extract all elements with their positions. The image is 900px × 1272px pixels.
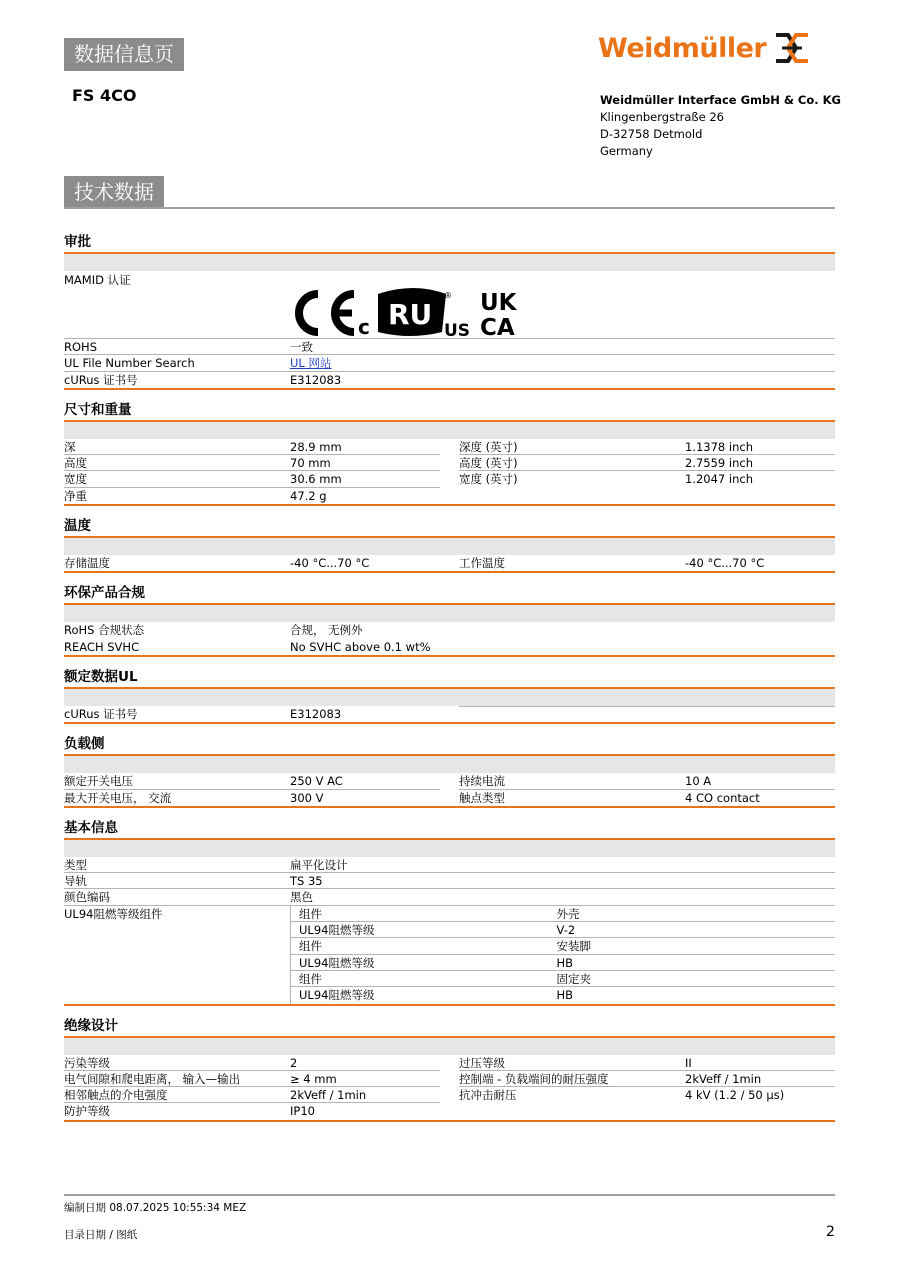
section-title: 基本信息	[64, 819, 118, 836]
row-value: IP10	[290, 1104, 315, 1119]
orange-rule	[64, 1120, 835, 1122]
curus-c-text: c	[358, 315, 370, 338]
orange-rule	[64, 655, 835, 657]
orange-rule	[64, 722, 835, 724]
ul94-row	[291, 955, 835, 971]
row-label: 过压等级	[459, 1055, 685, 1071]
row-value	[685, 488, 835, 504]
row-value: 黑色	[290, 889, 835, 905]
row-value-cell	[290, 355, 835, 371]
product-name: FS 4CO	[72, 86, 137, 105]
section-title: 环保产品合规	[64, 585, 145, 602]
grey-band	[64, 1038, 835, 1055]
grey-band	[64, 254, 835, 271]
ul94-row	[291, 971, 835, 987]
empty-cell	[685, 706, 835, 722]
row-label: 导轨	[64, 873, 290, 889]
ul94-value: V-2	[556, 923, 576, 938]
ul94-value: 安装脚	[556, 939, 592, 954]
section-title: 审批	[64, 234, 91, 250]
row-value: 2.7559 inch	[685, 455, 835, 471]
approval-marks	[290, 271, 534, 338]
grey-band	[64, 538, 835, 555]
insulation-row	[64, 1055, 835, 1071]
datasheet-tag: 数据信息页	[64, 38, 184, 71]
mamid-label: MAMID 认证	[64, 273, 131, 287]
row-value: 4 CO contact	[685, 790, 760, 805]
approval-row-curus	[64, 372, 835, 388]
row-value: 2kVeff / 1min	[290, 1087, 440, 1103]
logo-text: Weidmüller	[598, 32, 767, 64]
environment-row	[64, 639, 835, 655]
grey-band	[64, 840, 835, 857]
curus-registered-text: ®	[444, 291, 452, 300]
footer-catalog-date: 目录日期 / 图纸	[64, 1229, 138, 1241]
rated-ul-row	[64, 706, 835, 722]
dimension-row	[64, 439, 835, 455]
row-value: 10 A	[685, 773, 835, 789]
environment-row	[64, 622, 835, 638]
row-value: ≥ 4 mm	[290, 1071, 440, 1087]
ul94-key: 组件	[299, 939, 322, 954]
row-label: 额定开关电压	[64, 773, 290, 789]
row-label: 宽度 (英寸)	[459, 472, 518, 487]
empty-cell	[459, 706, 685, 722]
ul94-row	[291, 987, 835, 1003]
ul94-label: UL94阻燃等级组件	[64, 906, 163, 921]
row-label: UL File Number Search	[64, 355, 290, 371]
ul94-value: 外壳	[556, 906, 580, 921]
page-number: 2	[826, 1224, 835, 1240]
ul-website-link[interactable]: UL 网站	[290, 356, 332, 371]
row-label: 类型	[64, 857, 290, 873]
row-value: E312083	[290, 706, 342, 721]
row-value: 47.2 g	[290, 488, 327, 503]
section-dimensions	[64, 400, 835, 506]
orange-rule	[64, 571, 835, 573]
ukca-mark-icon	[478, 288, 534, 338]
ul94-table	[290, 906, 835, 1004]
section-insulation	[64, 1016, 835, 1122]
row-label: REACH SVHC	[64, 639, 140, 654]
row-label: 持续电流	[459, 773, 685, 789]
ul94-row	[291, 922, 835, 938]
row-value: E312083	[290, 372, 342, 387]
orange-rule	[64, 504, 835, 506]
footer-created-date: 编制日期 08.07.2025 10:55:34 MEZ	[64, 1202, 247, 1214]
orange-rule	[64, 388, 835, 390]
row-label	[459, 1103, 685, 1119]
company-address	[600, 92, 841, 160]
row-value: 70 mm	[290, 455, 440, 471]
gap	[440, 488, 459, 504]
technical-data-title: 技术数据	[64, 176, 164, 209]
section-title: 尺寸和重量	[64, 401, 132, 418]
section-load-side	[64, 734, 835, 808]
row-value: 1.2047 inch	[685, 472, 753, 487]
gap	[440, 706, 459, 722]
dimension-row	[64, 455, 835, 471]
load-row	[64, 773, 835, 789]
row-value: 300 V	[290, 790, 324, 805]
gap	[440, 1103, 459, 1119]
gap	[440, 471, 459, 487]
insulation-row	[64, 1103, 835, 1119]
row-label: 深	[64, 439, 290, 455]
ul94-key: 组件	[299, 906, 322, 921]
section-temperature	[64, 516, 835, 573]
row-value: 合规， 无例外	[290, 623, 363, 638]
ul94-row	[291, 938, 835, 954]
curus-ul-text: RU	[388, 298, 433, 331]
curus-mark-icon	[358, 286, 470, 338]
row-value: 一致	[290, 339, 835, 355]
insulation-row	[64, 1071, 835, 1087]
section-title: 温度	[64, 518, 91, 535]
row-value: 4 kV (1.2 / 50 µs)	[685, 1088, 785, 1103]
approval-row-ul-search	[64, 355, 835, 371]
row-label: 宽度	[64, 471, 290, 487]
grey-band	[64, 422, 835, 439]
row-label: 存储温度	[64, 556, 110, 571]
row-label: 电气间隙和爬电距离， 输入—输出	[64, 1071, 290, 1087]
row-label: 净重	[64, 488, 87, 503]
company-country: Germany	[600, 144, 653, 158]
gap	[440, 773, 459, 789]
row-label: 工作温度	[459, 556, 505, 571]
section-rated-ul	[64, 667, 835, 724]
load-row	[64, 790, 835, 806]
row-value: No SVHC above 0.1 wt%	[290, 639, 431, 654]
approval-marks-row	[64, 271, 835, 339]
section-basic-info	[64, 818, 835, 1006]
gap	[440, 790, 459, 806]
grey-band	[64, 756, 835, 773]
section-title: 绝缘设计	[64, 1017, 118, 1034]
company-street: Klingenbergstraße 26	[600, 110, 724, 124]
row-value: 28.9 mm	[290, 439, 440, 455]
ukca-uk-text: UK	[480, 290, 517, 316]
row-value: 1.1378 inch	[685, 439, 835, 455]
row-label	[459, 488, 685, 504]
ul94-row	[291, 906, 835, 922]
company-name: Weidmüller Interface GmbH & Co. KG	[600, 93, 841, 107]
orange-rule	[64, 806, 835, 808]
ul94-value: 固定夹	[556, 971, 592, 986]
row-value: -40 °C...70 °C	[685, 556, 765, 571]
temperature-row	[64, 555, 835, 571]
row-label: 高度	[64, 455, 290, 471]
row-value: 250 V AC	[290, 773, 440, 789]
gap	[440, 455, 459, 471]
gap	[440, 439, 459, 455]
row-value: -40 °C...70 °C	[290, 556, 370, 571]
insulation-row	[64, 1087, 835, 1103]
row-value: 30.6 mm	[290, 471, 440, 487]
row-value: 扁平化设计	[290, 857, 835, 873]
technical-data-content	[64, 232, 835, 1132]
ce-mark-icon	[290, 288, 358, 338]
company-city: D-32758 Detmold	[600, 127, 703, 141]
basic-row	[64, 889, 835, 905]
ul94-value: HB	[556, 955, 574, 970]
section-environment	[64, 583, 835, 657]
basic-row	[64, 857, 835, 873]
ul94-key: 组件	[299, 971, 322, 986]
ukca-ca-text: CA	[480, 315, 515, 338]
row-label: 抗冲击耐压	[459, 1088, 517, 1103]
row-label: 控制端 - 负载端间的耐压强度	[459, 1071, 685, 1087]
row-label: 高度 (英寸)	[459, 455, 685, 471]
row-label: 深度 (英寸)	[459, 439, 685, 455]
grey-band	[64, 605, 835, 622]
ul94-value: HB	[556, 988, 574, 1003]
grey-band	[64, 689, 835, 706]
row-label: 污染等级	[64, 1055, 290, 1071]
gap	[440, 1055, 459, 1071]
ul94-key: UL94阻燃等级	[299, 988, 375, 1003]
row-value	[685, 1103, 835, 1119]
row-label: 相邻触点的介电强度	[64, 1087, 290, 1103]
gap	[440, 1071, 459, 1087]
row-value: TS 35	[290, 873, 835, 889]
gap	[440, 555, 459, 571]
ul94-key: UL94阻燃等级	[299, 955, 375, 970]
row-label: cURus 证书号	[64, 372, 138, 387]
weidmueller-logo	[598, 28, 810, 68]
row-label: 最大开关电压， 交流	[64, 790, 172, 805]
row-label: cURus 证书号	[64, 706, 138, 721]
ul94-components	[64, 906, 835, 1004]
ul94-key: UL94阻燃等级	[299, 923, 375, 938]
technical-data-rule	[64, 207, 835, 209]
row-value: 2	[290, 1055, 440, 1071]
row-value: 2kVeff / 1min	[685, 1071, 835, 1087]
approval-row-rohs	[64, 339, 835, 355]
dimension-row	[64, 488, 835, 504]
section-approvals	[64, 232, 835, 390]
section-title: 额定数据UL	[64, 668, 138, 685]
logo-mark-icon	[774, 31, 810, 65]
orange-rule	[64, 1004, 835, 1006]
basic-row	[64, 873, 835, 889]
row-label: 颜色编码	[64, 889, 290, 905]
row-label: RoHS 合规状态	[64, 623, 145, 638]
row-label: 触点类型	[459, 790, 505, 805]
footer-rule	[64, 1194, 835, 1196]
section-title: 负载侧	[64, 736, 105, 753]
row-value: II	[685, 1055, 835, 1071]
dimension-row	[64, 471, 835, 487]
row-label: 防护等级	[64, 1104, 110, 1119]
gap	[440, 1087, 459, 1103]
curus-us-text: US	[444, 321, 470, 338]
row-label: ROHS	[64, 339, 290, 355]
